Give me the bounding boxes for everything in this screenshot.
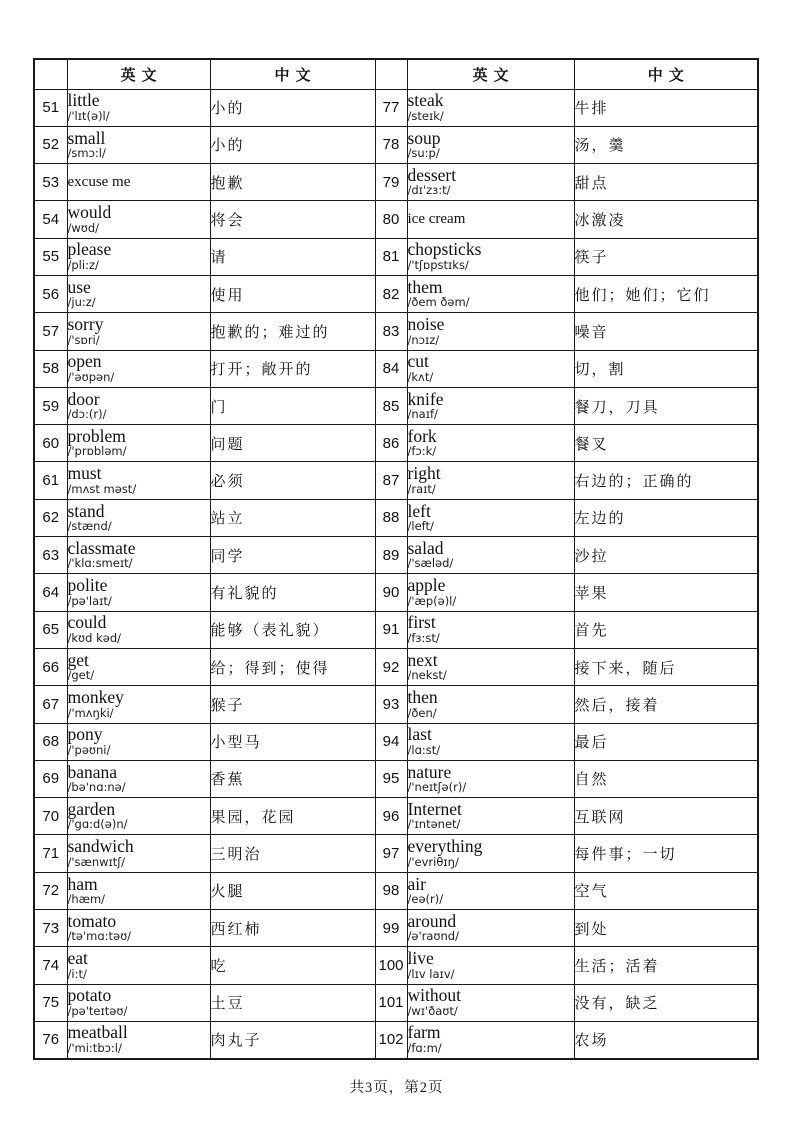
chinese-meaning-left: 小的 [210,126,375,163]
chinese-meaning-right: 自然 [574,760,758,797]
english-word-left: sandwich [67,836,134,857]
vocab-row [34,686,758,723]
row-number-right: 78 [375,126,407,163]
english-cell-right [407,910,574,947]
vocab-row [34,387,758,424]
english-cell-right [407,537,574,574]
vocab-row [34,760,758,797]
english-cell-left [67,798,210,835]
english-word-right: fork [407,425,437,446]
phonetic-left: /'prɒbləm/ [67,444,127,459]
vocab-row [34,910,758,947]
chinese-meaning-right: 牛排 [574,89,758,126]
english-cell-left [67,537,210,574]
english-cell-right [407,387,574,424]
phonetic-right: /lɪv laɪv/ [407,966,455,981]
chinese-meaning-right: 互联网 [574,798,758,835]
english-word-left: would [67,202,112,223]
row-number-left: 70 [34,798,67,835]
chinese-meaning-right: 甜点 [574,164,758,201]
phonetic-right: /ə'raʊnd/ [407,929,459,944]
english-cell-left [67,313,210,350]
phonetic-left: /get/ [67,668,95,683]
vocab-row [34,126,758,163]
english-word-right: air [407,873,426,894]
chinese-meaning-left: 给；得到；使得 [210,648,375,685]
row-number-left: 71 [34,835,67,872]
chinese-meaning-left: 抱歉的；难过的 [210,313,375,350]
english-cell-left [67,574,210,611]
english-word-right: live [407,948,434,969]
chinese-meaning-left: 吃 [210,947,375,984]
phonetic-right: /wɪ'ðaʊt/ [407,1003,458,1018]
vocab-row [34,313,758,350]
chinese-meaning-left: 西红柿 [210,910,375,947]
english-cell-right [407,872,574,909]
phonetic-left: /pli:z/ [67,257,99,272]
english-cell-left [67,164,210,201]
english-word-right: knife [407,388,444,409]
header-number-right [375,59,407,89]
english-word-left: meatball [67,1022,128,1043]
row-number-right: 82 [375,275,407,312]
english-cell-right [407,350,574,387]
page-footer: 共3页，第2页 [349,1080,444,1096]
vocab-row [34,1021,758,1058]
english-word-left: garden [67,798,116,819]
phonetic-right: /ðem ðəm/ [407,295,470,310]
row-number-right: 102 [375,1021,407,1058]
chinese-meaning-right: 汤，羹 [574,126,758,163]
english-word-left: please [67,239,112,260]
phonetic-right: /naɪf/ [407,407,438,422]
english-cell-right [407,462,574,499]
vocab-row [34,89,758,126]
phonetic-left: /pə'teɪtəʊ/ [67,1003,128,1018]
english-cell-right [407,425,574,462]
row-number-right: 96 [375,798,407,835]
english-cell-left [67,89,210,126]
phonetic-left: /kʊd kəd/ [67,630,122,645]
phonetic-right: /steɪk/ [407,108,444,123]
row-number-left: 68 [34,723,67,760]
row-number-left: 64 [34,574,67,611]
english-word-right: ice cream [407,211,466,228]
english-cell-right [407,984,574,1021]
phonetic-left: /pə'laɪt/ [67,593,112,608]
chinese-meaning-left: 能够（表礼貌） [210,611,375,648]
row-number-left: 72 [34,872,67,909]
chinese-meaning-right: 首先 [574,611,758,648]
chinese-meaning-right: 噪音 [574,313,758,350]
row-number-left: 59 [34,387,67,424]
english-word-left: classmate [67,537,136,558]
english-word-left: use [67,276,91,297]
chinese-meaning-left: 必须 [210,462,375,499]
english-cell-left [67,126,210,163]
row-number-left: 60 [34,425,67,462]
english-cell-left [67,611,210,648]
english-word-left: could [67,612,107,633]
english-cell-left [67,910,210,947]
english-cell-right [407,275,574,312]
chinese-meaning-right: 到处 [574,910,758,947]
phonetic-left: /'lɪt(ə)l/ [67,108,110,123]
english-cell-left [67,872,210,909]
phonetic-right: /eə(r)/ [407,892,444,907]
phonetic-left: /tə'mɑ:təʊ/ [67,929,132,944]
phonetic-right: /'neɪtʃə(r)/ [407,780,467,795]
phonetic-right: /'tʃɒpstɪks/ [407,257,469,272]
vocab-row [34,723,758,760]
row-number-left: 52 [34,126,67,163]
row-number-right: 90 [375,574,407,611]
english-word-right: noise [407,314,445,335]
table-header-row [34,59,758,89]
phonetic-right: /raɪt/ [407,481,436,496]
english-cell-left [67,723,210,760]
row-number-right: 95 [375,760,407,797]
english-cell-left [67,462,210,499]
english-cell-left [67,835,210,872]
row-number-left: 61 [34,462,67,499]
vocab-row [34,164,758,201]
row-number-left: 56 [34,275,67,312]
row-number-left: 65 [34,611,67,648]
chinese-meaning-right: 最后 [574,723,758,760]
chinese-meaning-left: 香蕉 [210,760,375,797]
english-word-left: ham [67,873,98,894]
chinese-meaning-left: 站立 [210,499,375,536]
chinese-meaning-right: 空气 [574,872,758,909]
english-word-right: steak [407,90,444,111]
vocabulary-table [33,58,759,1060]
english-word-right: last [407,724,432,745]
english-word-right: dessert [407,164,457,185]
chinese-meaning-right: 每件事；一切 [574,835,758,872]
chinese-meaning-left: 小的 [210,89,375,126]
english-cell-right [407,238,574,275]
chinese-meaning-right: 然后，接着 [574,686,758,723]
header-number-left [34,59,67,89]
phonetic-left: /hæm/ [67,892,106,907]
phonetic-left: /wʊd/ [67,220,100,235]
english-cell-left [67,425,210,462]
row-number-right: 101 [375,984,407,1021]
chinese-meaning-left: 请 [210,238,375,275]
row-number-left: 53 [34,164,67,201]
english-word-left: little [67,90,100,111]
phonetic-left: /'mi:tbɔ:l/ [67,1040,122,1055]
english-word-right: Internet [407,798,462,819]
vocab-row [34,537,758,574]
phonetic-left: /'sɒri/ [67,332,100,347]
phonetic-left: /bə'nɑ:nə/ [67,780,126,795]
chinese-meaning-right: 餐刀，刀具 [574,387,758,424]
chinese-meaning-left: 火腿 [210,872,375,909]
row-number-right: 94 [375,723,407,760]
english-cell-right [407,611,574,648]
english-cell-right [407,499,574,536]
phonetic-right: /'ɪntənet/ [407,817,461,832]
english-word-left: sorry [67,314,104,335]
vocab-row [34,798,758,835]
row-number-right: 98 [375,872,407,909]
phonetic-left: /stænd/ [67,519,112,534]
phonetic-right: /left/ [407,519,434,534]
english-word-right: around [407,910,457,931]
phonetic-right: /su:p/ [407,146,440,161]
row-number-right: 77 [375,89,407,126]
english-word-left: open [67,351,102,372]
vocab-row [34,238,758,275]
header-english-left: 英文 [67,59,210,89]
chinese-meaning-left: 果园，花园 [210,798,375,835]
english-word-left: polite [67,575,108,596]
phonetic-left: /i:t/ [67,966,87,981]
chinese-meaning-left: 打开；敞开的 [210,350,375,387]
table-body [34,89,758,1059]
vocab-row [34,201,758,238]
phonetic-left: /'mʌŋki/ [67,705,114,720]
english-cell-left [67,947,210,984]
phonetic-right: /'sæləd/ [407,556,454,571]
english-cell-right [407,574,574,611]
row-number-right: 79 [375,164,407,201]
row-number-left: 51 [34,89,67,126]
phonetic-left: /dɔ:(r)/ [67,407,107,422]
english-word-left: monkey [67,687,124,708]
phonetic-right: /lɑ:st/ [407,742,441,757]
chinese-meaning-left: 同学 [210,537,375,574]
chinese-meaning-right: 切，割 [574,350,758,387]
english-cell-right [407,313,574,350]
english-cell-right [407,798,574,835]
chinese-meaning-right: 左边的 [574,499,758,536]
english-word-right: next [407,649,438,670]
phonetic-left: /'sænwɪtʃ/ [67,854,126,869]
row-number-right: 81 [375,238,407,275]
english-word-right: chopsticks [407,239,482,260]
english-cell-left [67,760,210,797]
english-word-right: right [407,463,441,484]
chinese-meaning-right: 苹果 [574,574,758,611]
row-number-right: 100 [375,947,407,984]
row-number-left: 66 [34,648,67,685]
english-word-right: first [407,612,436,633]
row-number-left: 74 [34,947,67,984]
row-number-left: 76 [34,1021,67,1058]
chinese-meaning-right: 冰激凌 [574,201,758,238]
row-number-right: 93 [375,686,407,723]
phonetic-right: /ðen/ [407,705,437,720]
vocab-row [34,611,758,648]
row-number-left: 54 [34,201,67,238]
phonetic-left: /'klɑ:smeɪt/ [67,556,133,571]
english-word-left: potato [67,985,112,1006]
chinese-meaning-left: 使用 [210,275,375,312]
english-word-left: must [67,463,102,484]
row-number-right: 80 [375,201,407,238]
vocab-row [34,499,758,536]
english-cell-right [407,201,574,238]
english-word-left: door [67,388,100,409]
phonetic-left: /'əʊpən/ [67,369,115,384]
chinese-meaning-right: 生活；活着 [574,947,758,984]
row-number-left: 69 [34,760,67,797]
english-cell-left [67,686,210,723]
english-word-left: pony [67,724,103,745]
english-word-right: then [407,687,438,708]
english-word-left: stand [67,500,105,521]
english-word-right: them [407,276,443,297]
row-number-left: 67 [34,686,67,723]
english-cell-left [67,201,210,238]
row-number-left: 63 [34,537,67,574]
english-cell-left [67,648,210,685]
english-cell-right [407,835,574,872]
english-word-left: banana [67,761,118,782]
row-number-right: 89 [375,537,407,574]
english-cell-right [407,89,574,126]
phonetic-right: /fɜ:st/ [407,630,440,645]
phonetic-right: /kʌt/ [407,369,434,384]
chinese-meaning-left: 小型马 [210,723,375,760]
english-cell-left [67,387,210,424]
phonetic-left: /'gɑ:d(ə)n/ [67,817,128,832]
chinese-meaning-left: 问题 [210,425,375,462]
phonetic-right: /'evriθɪŋ/ [407,854,459,869]
row-number-left: 73 [34,910,67,947]
english-word-right: without [407,985,461,1006]
phonetic-left: /ju:z/ [67,295,96,310]
row-number-right: 97 [375,835,407,872]
vocab-row [34,947,758,984]
english-word-right: nature [407,761,452,782]
vocab-row [34,648,758,685]
english-cell-left [67,238,210,275]
vocab-row [34,462,758,499]
chinese-meaning-left: 土豆 [210,984,375,1021]
chinese-meaning-right: 他们；她们；它们 [574,275,758,312]
english-cell-right [407,1021,574,1058]
english-word-right: apple [407,575,446,596]
row-number-left: 62 [34,499,67,536]
english-cell-right [407,164,574,201]
chinese-meaning-right: 农场 [574,1021,758,1058]
english-word-left: problem [67,425,126,446]
english-cell-right [407,648,574,685]
row-number-right: 83 [375,313,407,350]
chinese-meaning-left: 抱歉 [210,164,375,201]
chinese-meaning-left: 三明治 [210,835,375,872]
header-chinese-left: 中文 [210,59,375,89]
english-cell-left [67,1021,210,1058]
vocab-row [34,425,758,462]
phonetic-right: /nɔɪz/ [407,332,440,347]
chinese-meaning-left: 门 [210,387,375,424]
row-number-right: 86 [375,425,407,462]
phonetic-left: /smɔ:l/ [67,146,106,161]
phonetic-right: /'æp(ə)l/ [407,593,457,608]
english-word-right: salad [407,537,444,558]
vocab-row [34,350,758,387]
chinese-meaning-left: 猴子 [210,686,375,723]
row-number-right: 84 [375,350,407,387]
chinese-meaning-right: 接下来，随后 [574,648,758,685]
chinese-meaning-left: 将会 [210,201,375,238]
chinese-meaning-right: 餐叉 [574,425,758,462]
row-number-right: 99 [375,910,407,947]
chinese-meaning-right: 筷子 [574,238,758,275]
english-cell-right [407,760,574,797]
english-word-left: small [67,127,106,148]
row-number-left: 58 [34,350,67,387]
row-number-right: 88 [375,499,407,536]
phonetic-left: /'pəʊni/ [67,742,111,757]
chinese-meaning-left: 肉丸子 [210,1021,375,1058]
row-number-left: 55 [34,238,67,275]
english-cell-left [67,499,210,536]
english-cell-right [407,686,574,723]
english-word-left: tomato [67,910,117,931]
english-word-right: everything [407,836,483,857]
english-cell-left [67,275,210,312]
chinese-meaning-right: 右边的；正确的 [574,462,758,499]
header-english-right: 英文 [407,59,574,89]
chinese-meaning-left: 有礼貌的 [210,574,375,611]
english-word-right: left [407,500,431,521]
phonetic-left: /mʌst məst/ [67,481,137,496]
row-number-right: 87 [375,462,407,499]
phonetic-right: /fɔ:k/ [407,444,437,459]
row-number-right: 92 [375,648,407,685]
header-chinese-right: 中文 [574,59,758,89]
english-word-right: farm [407,1022,441,1043]
row-number-left: 75 [34,984,67,1021]
row-number-right: 91 [375,611,407,648]
row-number-left: 57 [34,313,67,350]
english-cell-left [67,984,210,1021]
english-word-left: excuse me [67,173,131,190]
english-cell-left [67,350,210,387]
chinese-meaning-right: 沙拉 [574,537,758,574]
vocab-row [34,984,758,1021]
english-cell-right [407,723,574,760]
english-cell-right [407,947,574,984]
vocab-row [34,872,758,909]
english-word-right: soup [407,127,441,148]
chinese-meaning-right: 没有，缺乏 [574,984,758,1021]
vocab-row [34,275,758,312]
vocab-row [34,574,758,611]
vocab-row [34,835,758,872]
phonetic-right: /dɪ'zɜ:t/ [407,183,451,198]
english-cell-right [407,126,574,163]
english-word-right: cut [407,351,429,372]
phonetic-right: /fɑ:m/ [407,1040,442,1055]
english-word-left: eat [67,948,88,969]
row-number-right: 85 [375,387,407,424]
phonetic-right: /nekst/ [407,668,447,683]
english-word-left: get [67,649,89,670]
